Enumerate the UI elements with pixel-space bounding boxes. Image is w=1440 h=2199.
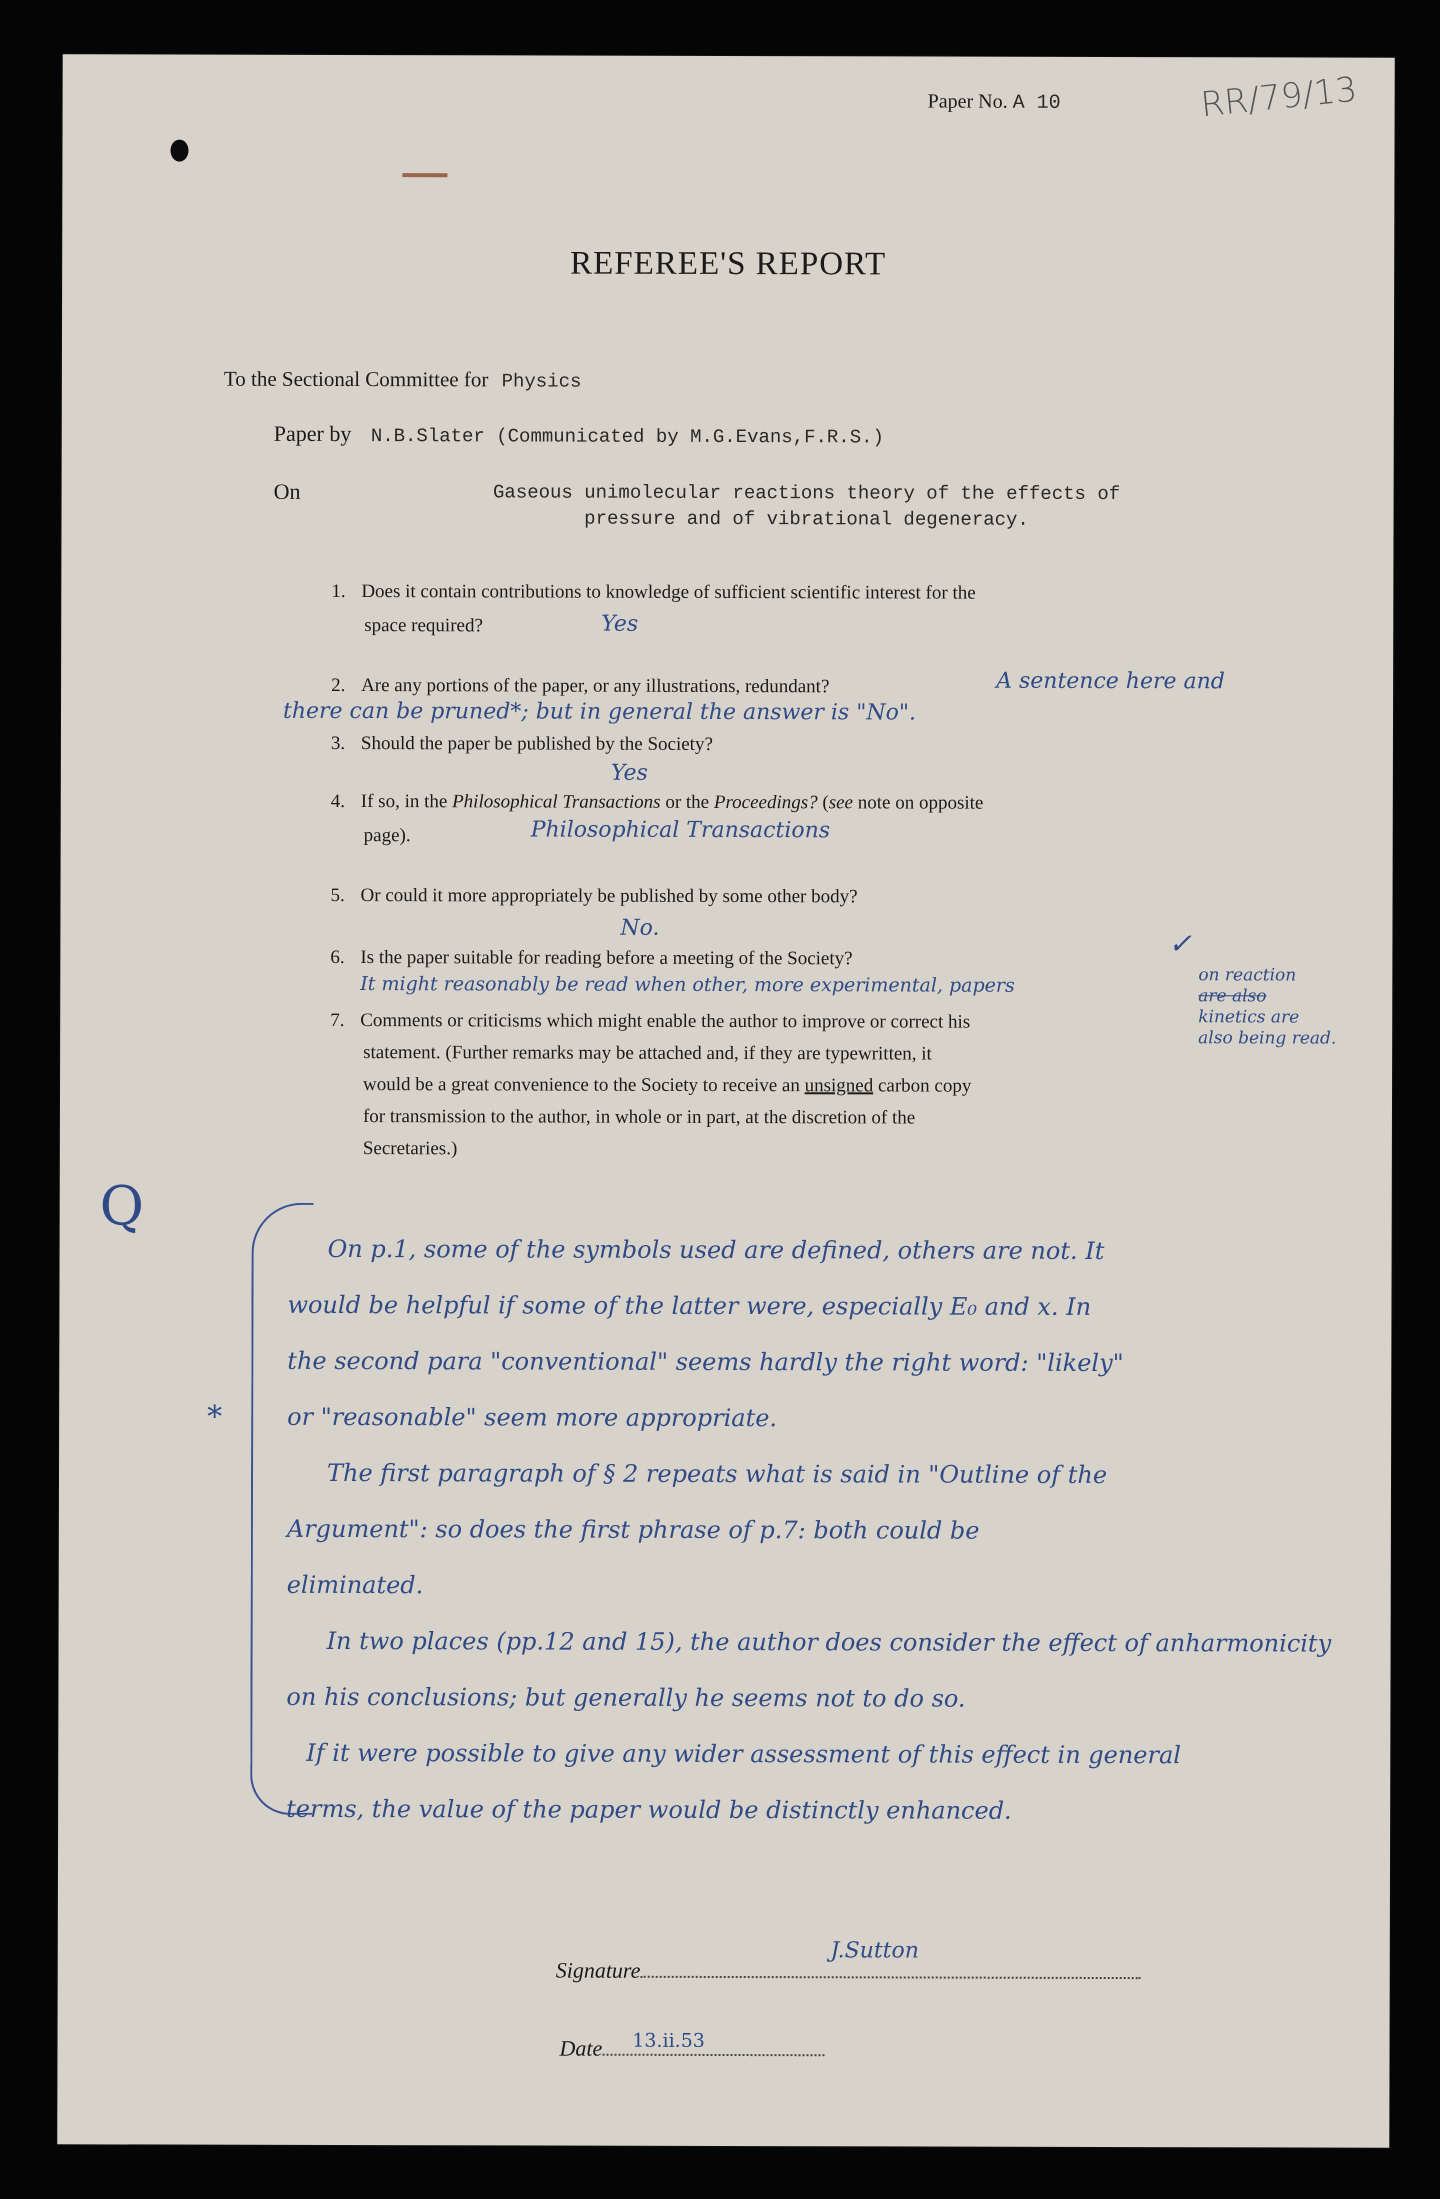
comment-line: would be helpful if some of the latter were, especially E₀ and x. In <box>287 1290 1092 1321</box>
question-text: Or could it more appropriately be published by some other body? <box>360 885 858 908</box>
question-5 <box>330 881 857 912</box>
paper-subject-line1: Gaseous unimolecular reactions theory of the effects of <box>493 481 1121 506</box>
date-label: Date <box>559 2035 603 2061</box>
question-2 <box>331 671 829 702</box>
answer-2a: A sentence here and <box>996 668 1225 695</box>
paren: ( <box>822 792 829 814</box>
margin-asterisk: * <box>207 1399 223 1435</box>
signature-field <box>640 1938 1140 1979</box>
comment-line: the second para "conventional" seems hardly the right word: "likely" <box>287 1346 1124 1378</box>
comment-line: on his conclusions; but generally he seems not to do so. <box>286 1682 966 1713</box>
question-number: 3. <box>330 732 346 755</box>
answer-5: No. <box>620 915 660 941</box>
question-number: 6. <box>330 946 345 969</box>
comment-line: eliminated. <box>286 1570 424 1600</box>
question-text: or the <box>665 791 710 813</box>
answer-4: Philosophical Transactions <box>530 817 831 844</box>
comment-line: In two places (pp.12 and 15), the author does consider the effect of anharmonicity <box>326 1626 1332 1658</box>
referee-comments <box>286 1221 1418 1840</box>
question-text: Comments or criticisms which might enable the author to improve or correct his <box>360 1010 971 1033</box>
margin-note-line: kinetics are <box>1198 1007 1300 1028</box>
committee-value: Physics <box>501 370 582 393</box>
question-1-cont: space required? <box>364 615 483 637</box>
comment-line: or "reasonable" seem more appropriate. <box>287 1402 778 1433</box>
unsigned-emphasis: unsigned <box>804 1075 874 1097</box>
paper-subject-line2: pressure and of vibrational degeneracy. <box>584 507 1029 531</box>
answer-3: Yes <box>610 760 648 786</box>
margin-note-line: also being read. <box>1198 1028 1337 1049</box>
question-4-cont: page). <box>363 825 411 847</box>
margin-note-struck: are also <box>1198 986 1267 1007</box>
question-text: note on opposite <box>857 792 984 814</box>
comment-line: Argument": so does the first phrase of p.7: both could be <box>286 1514 980 1545</box>
signature-value: J.Sutton <box>830 1938 919 1964</box>
question-4 <box>331 787 1251 819</box>
margin-note-line: on reaction <box>1198 965 1297 986</box>
question-1 <box>331 577 1251 609</box>
signature-line <box>555 1938 1141 1986</box>
question-text: Secretaries.) <box>362 1138 458 1160</box>
question-text: Should the paper be published by the Society? <box>360 733 713 755</box>
question-number: 4. <box>330 790 346 813</box>
committee-label: To the Sectional Committee for <box>223 366 489 392</box>
question-number: 7. <box>330 1009 345 1032</box>
page-title: REFEREE'S REPORT <box>570 245 887 283</box>
punch-hole <box>170 140 188 162</box>
staple-rust-mark <box>402 173 447 177</box>
question-text: Are any portions of the paper, or any illustrations, redundant? <box>361 675 830 698</box>
question-text: for transmission to the author, in whole or in part, at the discretion of the <box>362 1106 916 1129</box>
answer-2b: there can be pruned*; but in general the answer is "No". <box>282 698 917 726</box>
archive-reference: RR/79/13 <box>1198 69 1359 126</box>
margin-q-mark: Q <box>99 1174 145 1238</box>
referee-report-page <box>57 54 1394 2147</box>
question-text: carbon copy <box>877 1075 972 1097</box>
question-7 <box>330 1005 1230 1167</box>
on-label: On <box>273 478 301 504</box>
phil-trans-label: Philosophical Transactions <box>452 791 661 813</box>
comment-line: terms, the value of the paper would be distinctly enhanced. <box>286 1794 1012 1825</box>
comment-line: The first paragraph of § 2 repeats what is said in "Outline of the <box>326 1458 1108 1489</box>
committee-line <box>224 367 582 393</box>
see-label: see <box>828 792 854 814</box>
question-number: 5. <box>330 884 345 907</box>
paper-number-value: A 10 <box>1012 91 1061 115</box>
signature-label: Signature <box>555 1957 641 1983</box>
question-number: 1. <box>331 580 346 603</box>
proceedings-label: Proceedings? <box>713 791 818 814</box>
answer-1: Yes <box>601 611 639 637</box>
question-text: Is the paper suitable for reading before a meeting of the Society? <box>360 947 853 970</box>
paper-number-label: Paper No. <box>927 90 1008 113</box>
question-text: statement. (Further remarks may be attached and, if they are typewritten, it <box>363 1042 932 1065</box>
paper-number <box>928 91 1061 115</box>
paper-by-value: N.B.Slater (Communicated by M.G.Evans,F.R.S.) <box>370 425 884 449</box>
question-text: If so, in the <box>360 791 448 813</box>
date-value: 13.ii.53 <box>632 2029 705 2052</box>
paper-by-line <box>274 421 884 449</box>
answer-6: It might reasonably be read when other, more experimental, papers <box>360 973 1015 997</box>
paper-by-label: Paper by <box>273 420 352 447</box>
comment-line: If it were possible to give any wider assessment of this effect in general <box>306 1738 1182 1770</box>
question-3 <box>331 729 713 760</box>
date-field <box>602 2029 824 2057</box>
question-7-line3 <box>330 1069 1230 1103</box>
question-text: would be a great convenience to the Society to receive an <box>363 1074 800 1097</box>
question-number: 2. <box>331 674 346 697</box>
date-line <box>559 2029 824 2063</box>
check-mark-icon: ✓ <box>1168 927 1192 961</box>
paper-subject <box>406 479 1206 533</box>
question-text: Does it contain contributions to knowledge of sufficient scientific interest for the <box>361 581 976 604</box>
question-6 <box>330 943 852 974</box>
comment-line: On p.1, some of the symbols used are defined, others are not. It <box>327 1234 1105 1265</box>
